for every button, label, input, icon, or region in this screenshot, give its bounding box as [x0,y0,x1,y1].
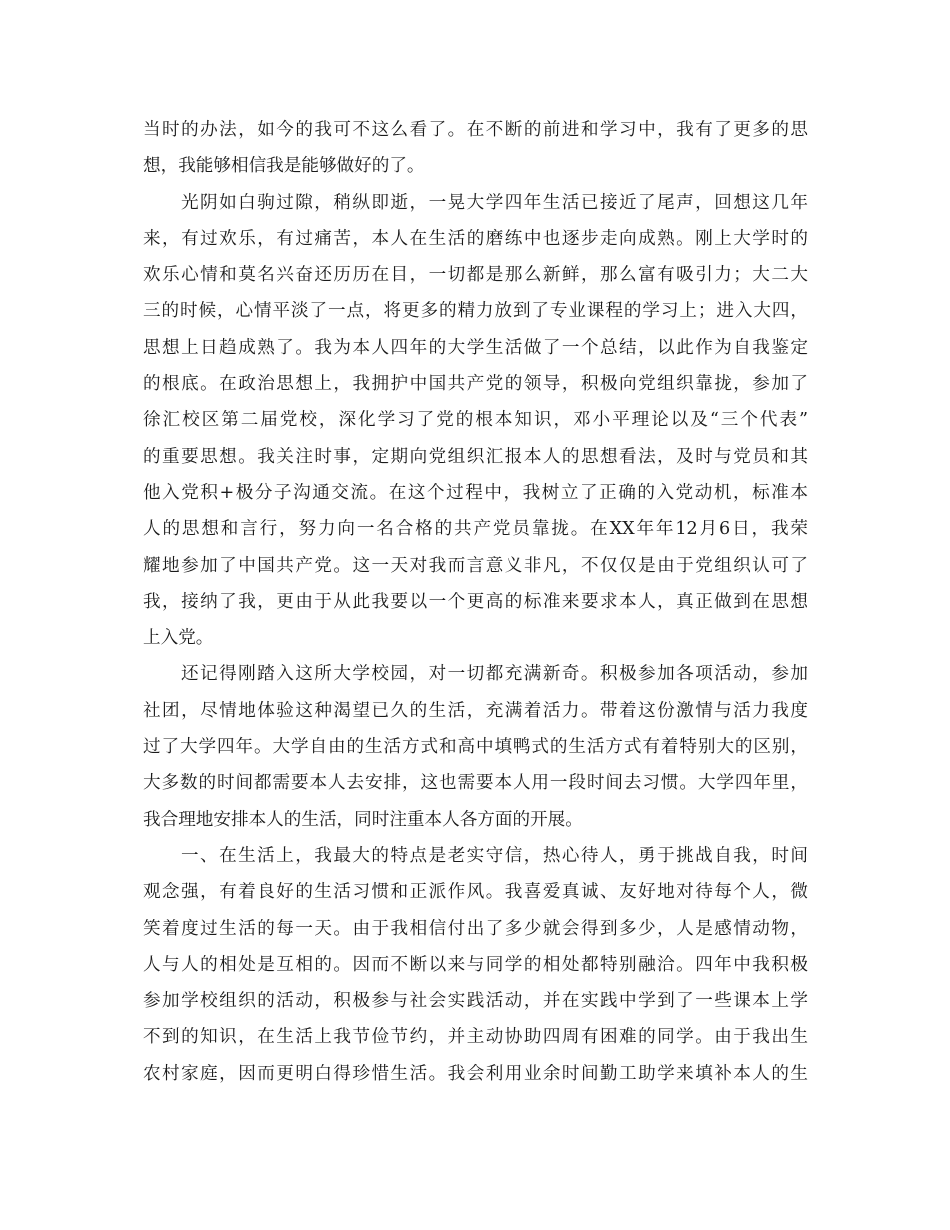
text-line: 的重要思想。我关注时事，定期向党组织汇报本人的思想看法，及时与党员和其 [143,446,808,467]
text-line: 人的思想和言行，努力向一名合格的共产党员靠拢。在XX年年12月6日，我荣 [143,519,808,540]
text-line: 我合理地安排本人的生活，同时注重本人各方面的开展。 [143,809,583,830]
text-line: 的根底。在政治思想上，我拥护中国共产党的领导，积极向党组织靠拢，参加了 [143,374,808,395]
text-line: 社团，尽情地体验这种渴望已久的生活，充满着活力。带着这份激情与活力我度 [143,700,808,721]
text-line: 过了大学四年。大学自由的生活方式和高中填鸭式的生活方式有着特别大的区别， [143,737,808,758]
text-line: 笑着度过生活的每一天。由于我相信付出了多少就会得到多少，人是感情动物， [143,918,808,939]
text-line: 当时的办法，如今的我可不这么看了。在不断的前进和学习中，我有了更多的思 [143,120,808,140]
text-line: 大多数的时间都需要本人去安排，这也需要本人用一段时间去习惯。大学四年里， [143,773,808,794]
paragraph-first-line: 一、在生活上，我最大的特点是老实守信，热心待人，勇于挑战自我，时间 [181,845,808,866]
text-line: 三的时候，心情平淡了一点，将更多的精力放到了专业课程的学习上；进入大四， [143,301,808,322]
text-line: 他入党积+极分子沟通交流。在这个过程中，我树立了正确的入党动机，标准本 [143,482,808,503]
text-line: 欢乐心情和莫名兴奋还历历在目，一切都是那么新鲜，那么富有吸引力；大二大 [143,265,808,286]
text-line: 想，我能够相信我是能够做好的了。 [143,156,425,177]
text-line: 人与人的相处是互相的。因而不断以来与同学的相处都特别融洽。四年中我积极 [143,954,808,975]
text-line: 观念强，有着良好的生活习惯和正派作风。我喜爱真诚、友好地对待每个人，微 [143,882,808,903]
text-line: 徐汇校区第二届党校，深化学习了党的根本知识，邓小平理论以及“三个代表” [143,410,808,431]
text-line: 思想上日趋成熟了。我为本人四年的大学生活做了一个总结，以此作为自我鉴定 [143,337,808,358]
text-line: 农村家庭，因而更明白得珍惜生活。我会利用业余时间勤工助学来填补本人的生 [143,1063,808,1084]
paragraph-first-line: 光阴如白驹过隙，稍纵即逝，一晃大学四年生活已接近了尾声，回想这几年 [181,192,808,213]
text-line: 不到的知识，在生活上我节俭节约，并主动协助四周有困难的同学。由于我出生 [143,1027,808,1048]
text-line: 耀地参加了中国共产党。这一天对我而言意义非凡，不仅仅是由于党组织认可了 [143,555,808,576]
text-line: 参加学校组织的活动，积极参与社会实践活动，并在实践中学到了一些课本上学 [143,991,808,1012]
paragraph-first-line: 还记得刚踏入这所大学校园，对一切都充满新奇。积极参加各项活动，参加 [181,664,808,685]
text-line: 来，有过欢乐，有过痛苦，本人在生活的磨练中也逐步走向成熟。刚上大学时的 [143,228,808,249]
document-body [143,112,808,1092]
text-line: 我，接纳了我，更由于从此我要以一个更高的标准来要求本人，真正做到在思想 [143,591,808,612]
text-line: 上入党。 [143,628,214,649]
